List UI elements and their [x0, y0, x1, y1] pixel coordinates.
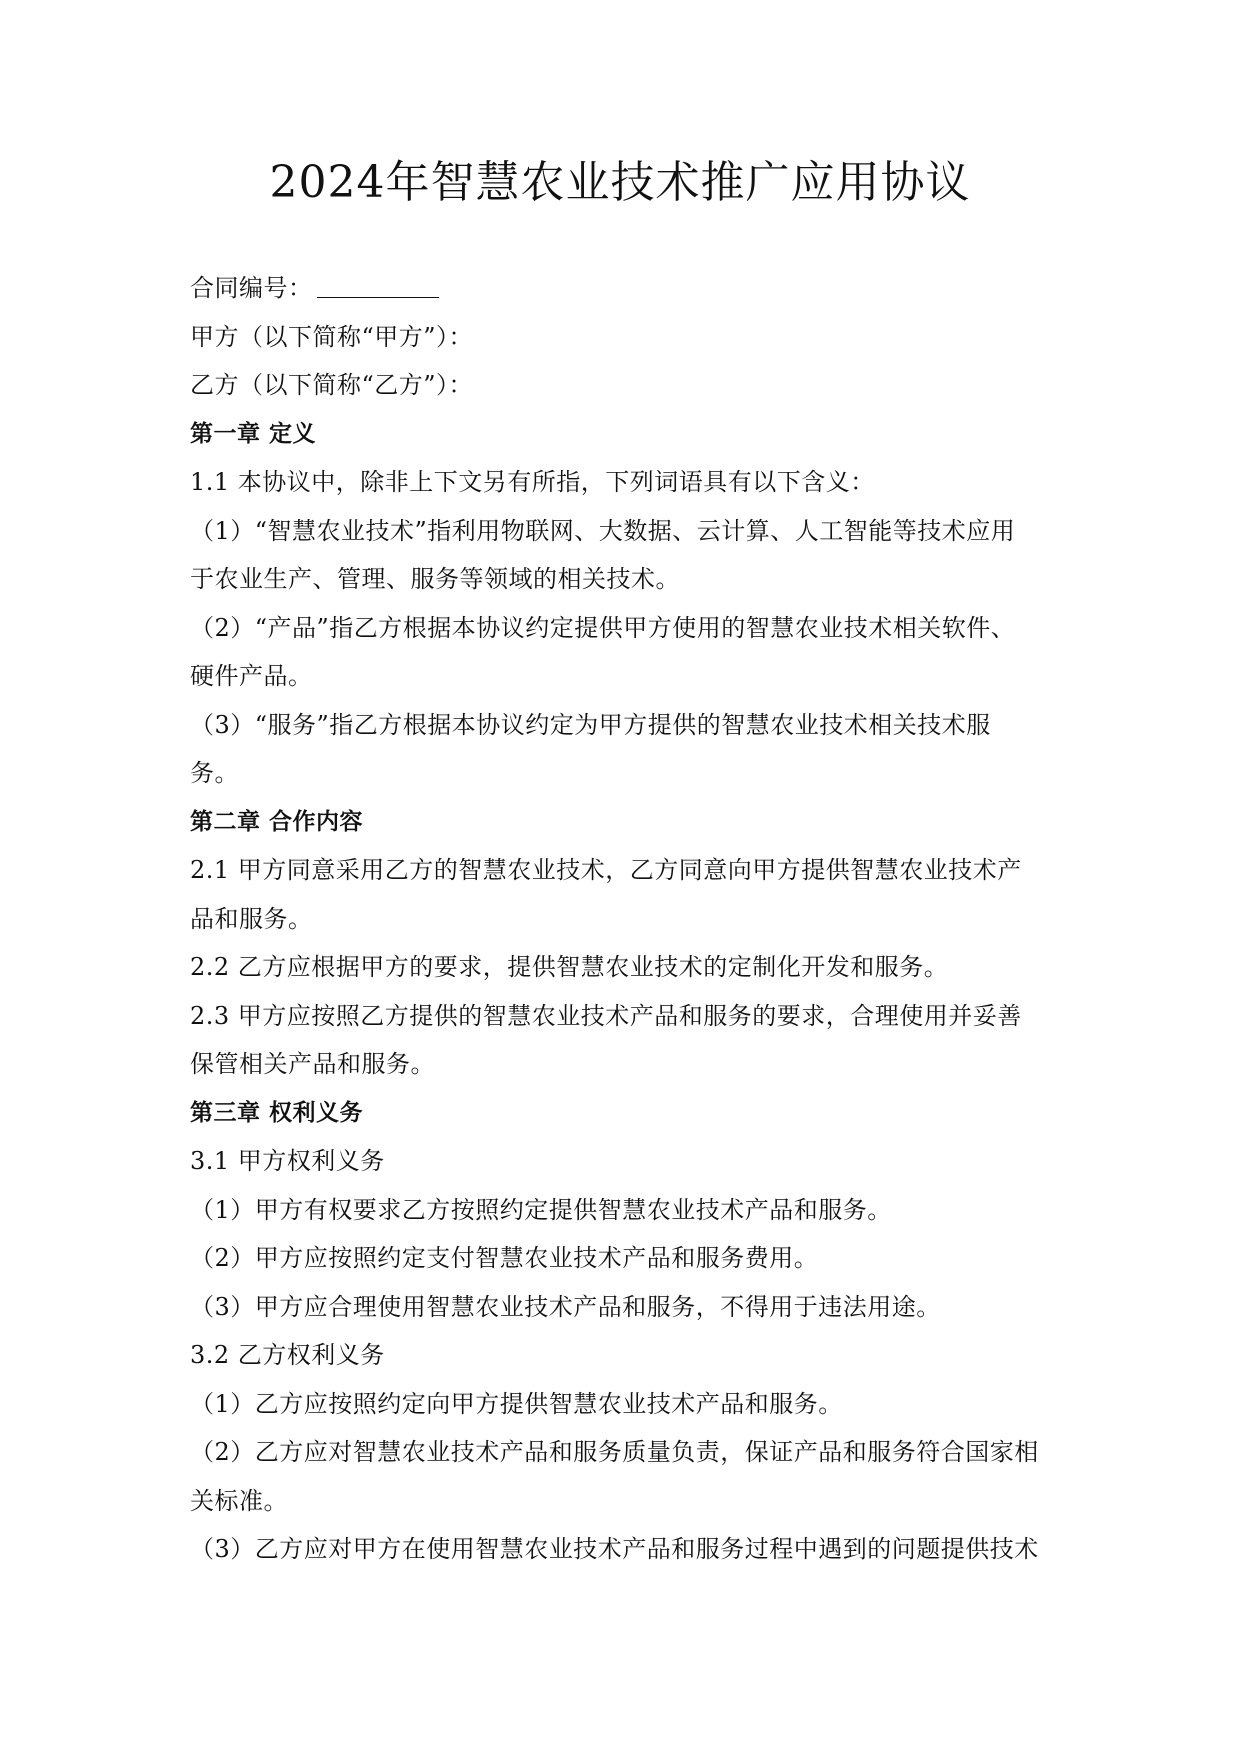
party-b-duty-3-line-1: （3）乙方应对甲方在使用智慧农业技术产品和服务过程中遇到的问题提供技术 — [190, 1535, 1039, 1563]
party-a-duty-1: （1）甲方有权要求乙方按照约定提供智慧农业技术产品和服务。 — [190, 1195, 892, 1224]
party-b-line: 乙方（以下简称“乙方”）： — [190, 371, 474, 399]
clause-2-3-line-2: 保管相关产品和服务。 — [190, 1050, 435, 1078]
definition-1-line-1: （1）“智慧农业技术”指利用物联网、大数据、云计算、人工智能等技术应用 — [190, 516, 1016, 545]
chapter-2-heading: 第二章 合作内容 — [190, 808, 364, 835]
definition-3-line-2: 务。 — [190, 759, 239, 787]
contract-number-blank — [317, 275, 439, 298]
definition-2-line-2: 硬件产品。 — [190, 662, 313, 690]
definition-3-line-1: （3）“服务”指乙方根据本协议约定为甲方提供的智慧农业技术相关技术服 — [190, 710, 991, 739]
clause-3-1: 3.1 甲方权利义务 — [190, 1147, 385, 1175]
clause-2-2: 2.2 乙方应根据甲方的要求，提供智慧农业技术的定制化开发和服务。 — [190, 953, 949, 981]
clause-2-1-line-2: 品和服务。 — [190, 904, 313, 933]
party-b-duty-1: （1）乙方应按照约定向甲方提供智慧农业技术产品和服务。 — [190, 1389, 843, 1418]
clause-1-1: 1.1 本协议中，除非上下文另有所指，下列词语具有以下含义： — [190, 468, 875, 496]
definition-2-line-1: （2）“产品”指乙方根据本协议约定提供甲方使用的智慧农业技术相关软件、 — [190, 613, 1016, 642]
clause-2-3-line-1: 2.3 甲方应按照乙方提供的智慧农业技术产品和服务的要求，合理使用并妥善 — [190, 1001, 1022, 1030]
party-b-duty-2-line-2: 关标准。 — [190, 1486, 288, 1515]
party-a-duty-2: （2）甲方应按照约定支付智慧农业技术产品和服务费用。 — [190, 1244, 819, 1272]
party-b-duty-2-line-1: （2）乙方应对智慧农业技术产品和服务质量负责，保证产品和服务符合国家相 — [190, 1438, 1039, 1466]
chapter-3-heading: 第三章 权利义务 — [190, 1099, 364, 1126]
party-a-line: 甲方（以下简称“甲方”）： — [190, 322, 474, 351]
chapter-1-heading: 第一章 定义 — [190, 420, 317, 447]
party-a-duty-3: （3）甲方应合理使用智慧农业技术产品和服务，不得用于违法用途。 — [190, 1292, 941, 1321]
contract-number-line — [190, 264, 1060, 313]
document-title: 2024年智慧农业技术推广应用协议 — [269, 157, 971, 208]
clause-3-2: 3.2 乙方权利义务 — [190, 1341, 385, 1369]
clause-2-1-line-1: 2.1 甲方同意采用乙方的智慧农业技术，乙方同意向甲方提供智慧农业技术产 — [190, 856, 1022, 884]
definition-1-line-2: 于农业生产、管理、服务等领域的相关技术。 — [190, 565, 680, 593]
contract-number-label: 合同编号： — [190, 274, 313, 302]
